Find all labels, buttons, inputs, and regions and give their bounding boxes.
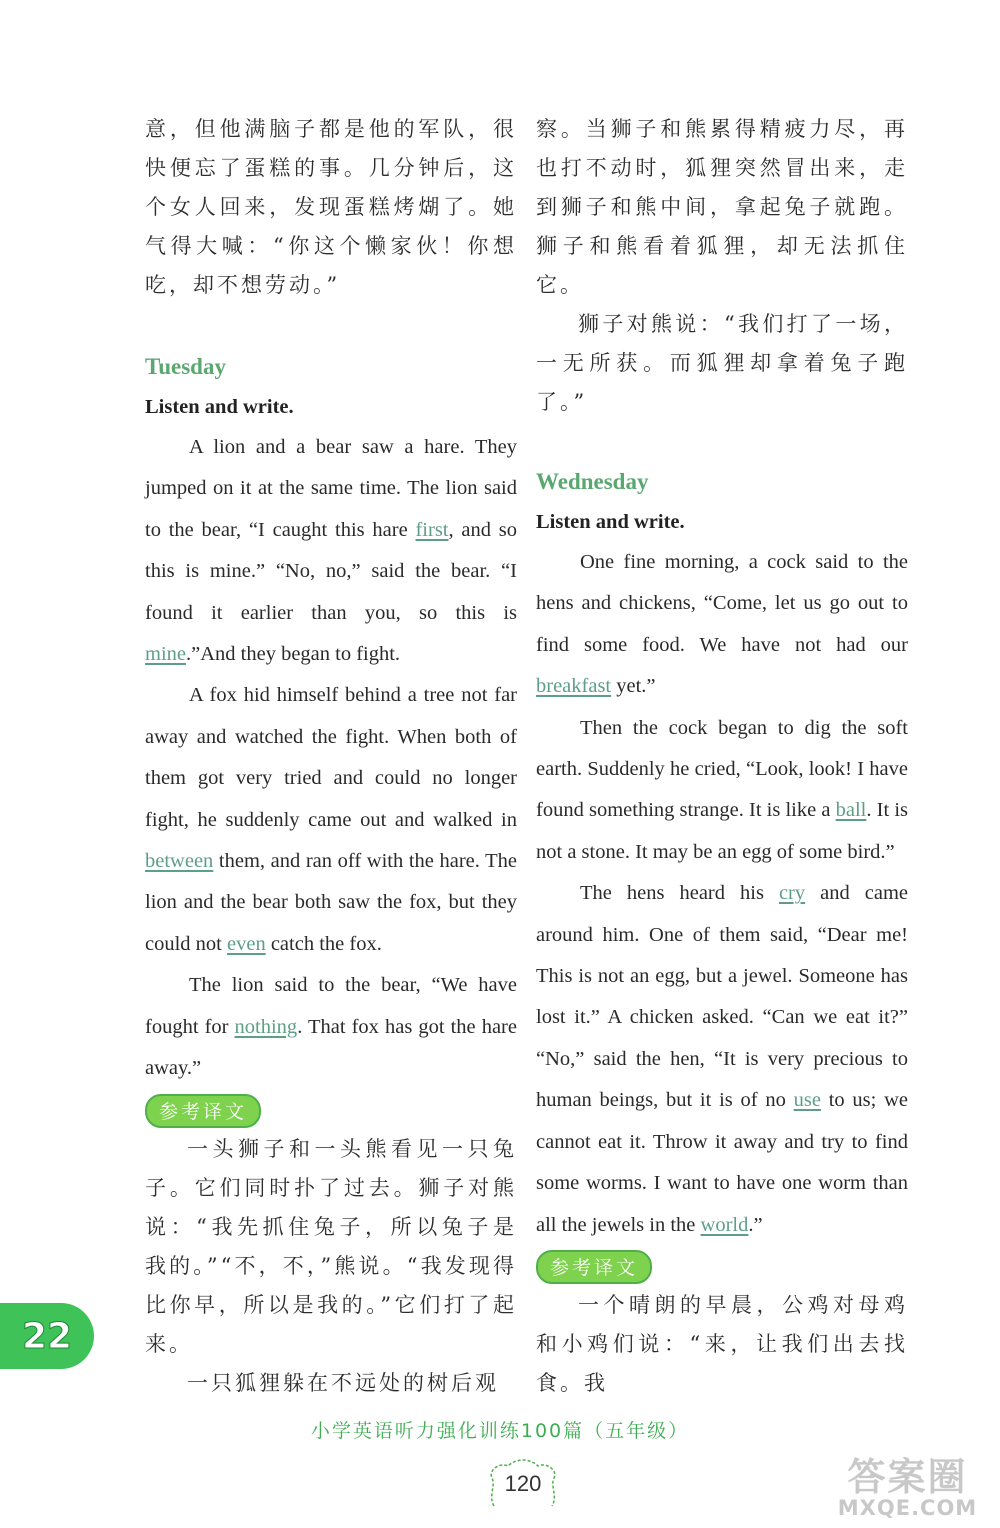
left-column [145,110,517,1403]
answer-blank: first [415,518,449,541]
reference-translation-badge: 参考译文 [145,1094,261,1128]
tuesday-paragraph-3: The lion said to the bear, “We have fought for nothing. That fox has got the hare away.” [145,974,517,1080]
wednesday-translation-1: 一个晴朗的早晨，公鸡对母鸡和小鸡们说：“来，让我们出去找食。我 [536,1292,908,1395]
tuesday-translation-2: 一只狐狸躲在不远处的树后观 [187,1370,499,1395]
answer-blank: mine [145,643,186,666]
wednesday-heading: Wednesday [536,469,649,494]
answer-blank: ball [835,799,867,822]
right-top-translation-2: 狮子对熊说：“我们打了一场，一无所获。而狐狸却拿着兔子跑了。” [536,312,908,414]
page-number-frame [486,1456,560,1512]
page-number: 120 [504,1471,542,1496]
book-title: 小学英语听力强化训练100篇（五年级） [310,1420,690,1442]
reference-translation-badge: 参考译文 [536,1250,652,1284]
answer-blank: between [145,850,214,873]
tuesday-heading: Tuesday [145,354,226,379]
watermark-url: MXQE.COM [837,1496,978,1520]
answer-blank: nothing [234,1015,298,1038]
answer-blank: breakfast [536,675,612,698]
tuesday-paragraph-1: A lion and a bear saw a hare. They jumped on it at the same time. The lion said to the bear, “I caught this hare first, and so this is mine.” “No, no,” said the bear. “I found it earlier than you, so this is mine.”And they began to fight. [145,436,518,666]
watermark-logo-text: 答案圈 [847,1455,968,1499]
unit-number: 22 [21,1315,73,1357]
tuesday-instruction: Listen and write. [145,396,294,418]
wednesday-paragraph-3: The hens heard his cry and came around him. One of them said, “Dear me! This is not an egg, but a jewel. Someone has lost it.” A chicken asked. “Can we eat it?” “No,” said the hen, “It is very precious to human beings, but it is of no use to us; we cannot eat it. Throw it away and try to find some worms. I want to have one worm than all the jewels in the world.” [536,882,908,1236]
wednesday-instruction: Listen and write. [536,511,685,533]
right-column [536,110,908,1403]
unit-number-tab [0,1303,94,1369]
answer-blank: use [793,1089,821,1112]
tuesday-paragraph-2: A fox hid himself behind a tree not far away and watched the fight. When both of them got very tried and could no longer fight, he suddenly came out and walked in between them, and ran off with the hare. The lion and the bear both saw the fox, but they could not even catch the fox. [145,684,517,955]
right-top-translation-1: 察。当狮子和熊累得精疲力尽，再也打不动时，狐狸突然冒出来，走到狮子和熊中间，拿起兔子就跑。狮子和熊看着狐狸，却无法抓住它。 [536,117,908,297]
answer-blank: world [700,1213,749,1236]
tuesday-translation-1: 一头狮子和一头熊看见一只兔子。它们同时扑了过去。狮子对熊说：“我先抓住兔子，所以兔子是我的。”“不，不，”熊说。“我发现得比你早，所以是我的。”它们打了起来。 [145,1136,517,1356]
answer-blank: even [227,932,266,955]
wednesday-paragraph-2: Then the cock began to dig the soft earth. Suddenly he cried, “Look, look! I have found something strange. It is like a ball. It is not a stone. It may be an egg of some bird.” [536,716,908,863]
wednesday-paragraph-1: One fine morning, a cock said to the hens and chickens, “Come, let us go out to find some food. We have not had our breakfast yet.” [536,551,908,698]
watermark [815,1455,1000,1520]
answer-blank: cry [778,882,806,905]
left-top-translation: 意，但他满脑子都是他的军队，很快便忘了蛋糕的事。几分钟后，这个女人回来，发现蛋糕烤煳了。她气得大喊：“你这个懒家伙！你想吃，却不想劳动。” [145,117,517,297]
